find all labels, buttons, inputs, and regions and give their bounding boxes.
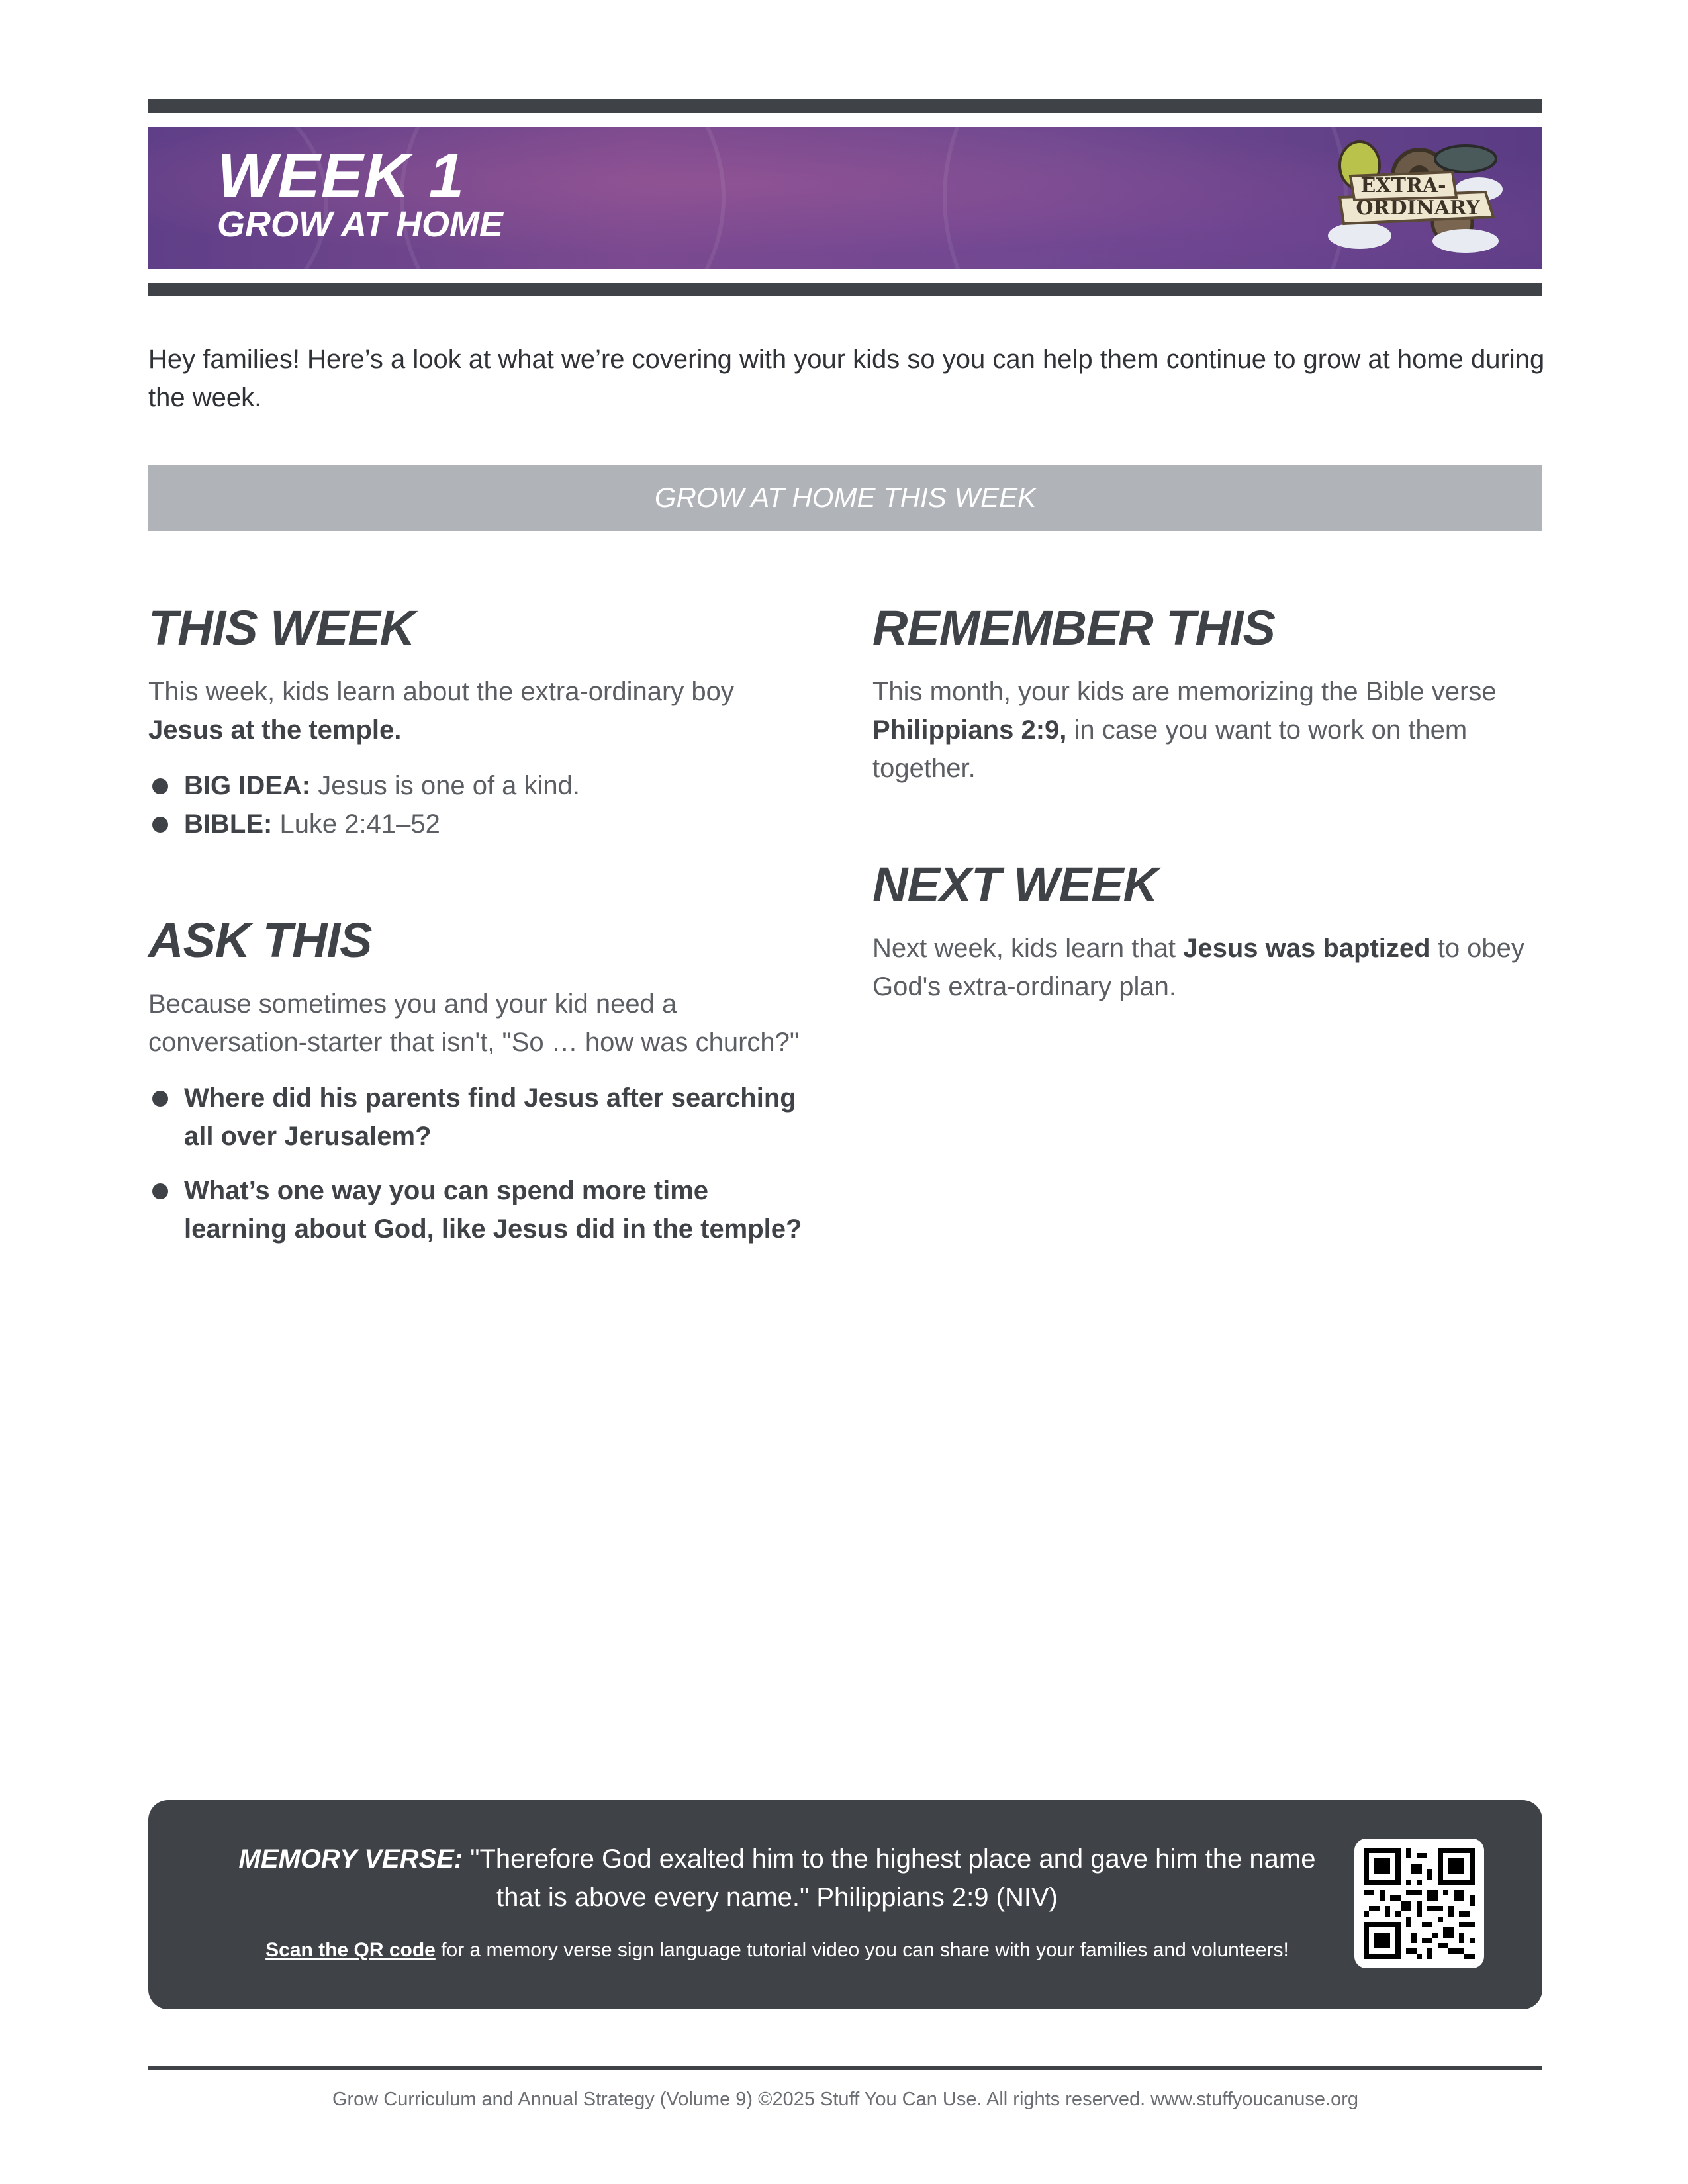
section-bar-label: GROW AT HOME THIS WEEK [654,482,1037,513]
remember-body-end: in case you want to work on them together. [872,715,1468,783]
extra-ordinary-logo [1320,136,1505,259]
logo-text-top: EXTRA- [1360,174,1446,197]
this-week-body: This week, kids learn about the extra-ordinary boy [148,677,734,706]
banner-ornament [943,127,1348,269]
next-week-body-end: to obey God's extra-ordinary plan. [872,934,1524,1001]
logo-text-bottom: ORDINARY [1356,197,1480,220]
ask-this-text: Because sometimes you and your kid need a conversation-starter that isn't, "So … how was church?" [148,989,800,1057]
scan-qr-link[interactable]: Scan the QR code [265,1939,436,1961]
memory-verse-panel [148,1800,1542,2009]
memory-verse-label: MEMORY VERSE: [238,1844,463,1874]
list-item [148,805,784,843]
intro-text: Hey families! Here’s a look at what we’re covering with your kids so you can help them continue to grow at home during the week. [148,345,1545,412]
verse-reference: Philippians 2:9, [872,715,1067,745]
header-banner [148,127,1542,269]
list-item [148,766,784,805]
bullet-label: BIG IDEA: [184,771,311,800]
this-week-bold: Jesus at the temple. [148,715,402,745]
footer-rule [148,2066,1542,2070]
section-bar [148,465,1542,531]
ask-this-heading: ASK THIS [148,913,372,968]
page-subtitle: GROW AT HOME [217,205,503,244]
footer-copyright: Grow Curriculum and Annual Strategy (Volume 9) ©2025 Stuff You Can Use. All rights reserved. www.stuffyoucanuse.org [332,2089,1359,2110]
header-bottom-rule [148,283,1542,296]
memory-verse-text [214,1840,1340,1917]
memory-verse-body: "Therefore God exalted him to the highest place and gave him the name that is above every name." Philippians 2:9 (NIV) [463,1844,1316,1912]
remember-body: This month, your kids are memorizing the Bible verse [872,677,1497,706]
this-week-heading: THIS WEEK [148,600,415,655]
bullet-value: Jesus is one of a kind. [310,771,581,800]
next-week-text [872,929,1541,1006]
ask-this-questions [148,1079,804,1264]
this-week-bullets [148,766,784,843]
week-title: WEEK 1 [217,140,465,211]
remember-this-text [872,672,1541,788]
qr-code-icon [1364,1848,1475,1959]
memory-verse-note-text: for a memory verse sign language tutorial video you can share with your families and volunteers! [435,1939,1289,1961]
header-top-rule [148,99,1542,113]
question-item: What’s one way you can spend more time learning about God, like Jesus did in the temple? [148,1171,804,1248]
qr-code[interactable] [1354,1839,1484,1968]
remember-this-heading: REMEMBER THIS [872,600,1275,655]
bullet-label: BIBLE: [184,809,273,839]
next-week-bold: Jesus was baptized [1183,934,1430,963]
next-week-body: Next week, kids learn that [872,934,1184,963]
this-week-text [148,672,784,749]
memory-verse-note [214,1939,1340,1962]
bullet-value: Luke 2:41–52 [272,809,440,839]
next-week-heading: NEXT WEEK [872,857,1158,912]
question-item: Where did his parents find Jesus after searching all over Jerusalem? [148,1079,804,1156]
